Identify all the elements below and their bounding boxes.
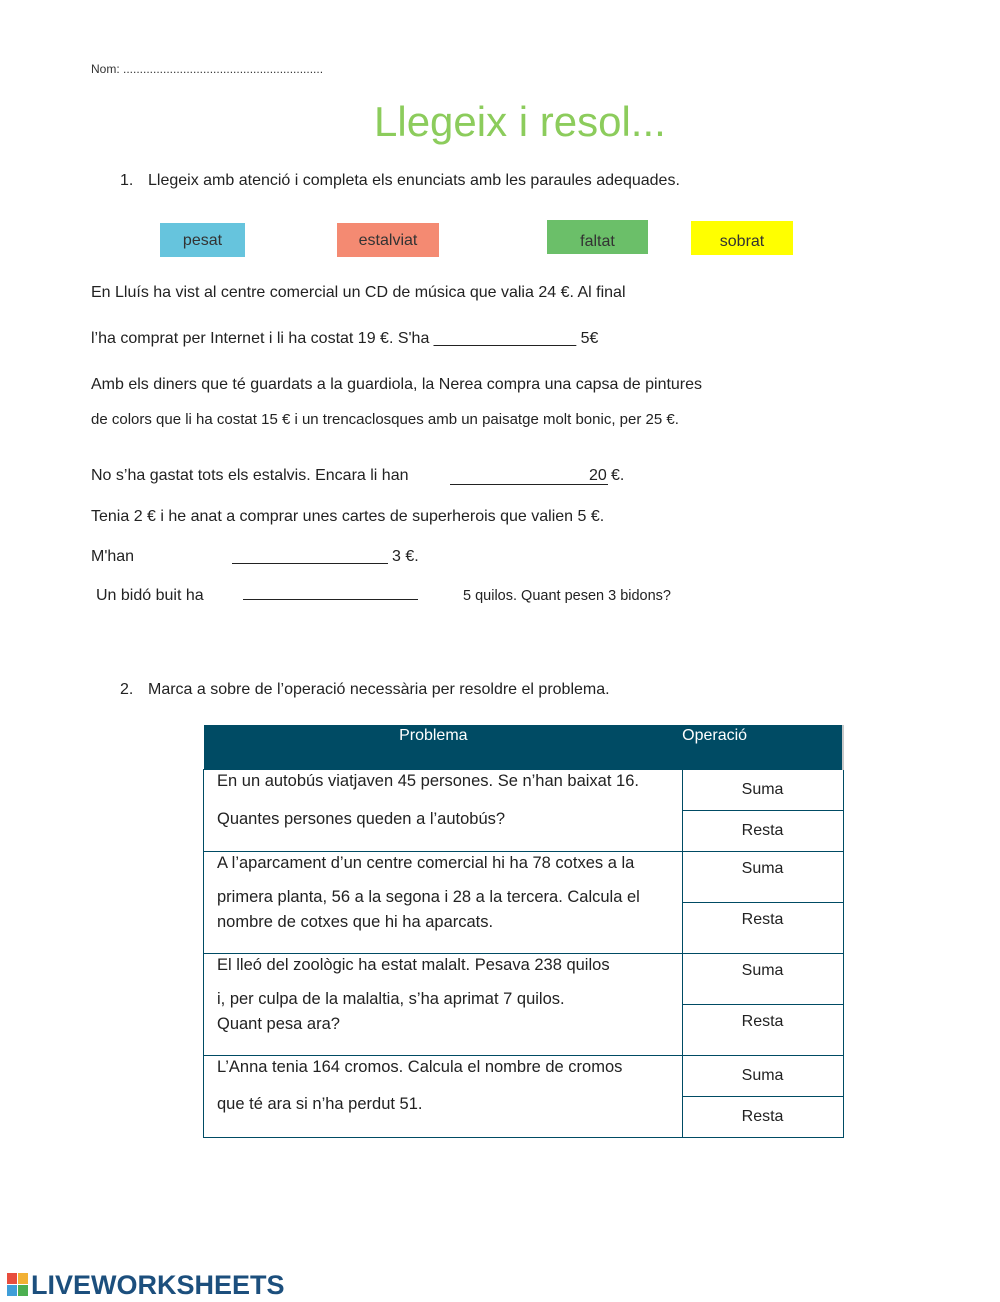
problem-1-line-1: En un autobús viatjaven 45 persones. Se n’han baixat 16. [217,772,639,790]
option-resta[interactable] [682,1005,843,1056]
option-label: Resta [741,822,784,839]
table-row [204,954,844,1005]
question-2-number: 2. [120,681,134,698]
problem-2-line-3: nombre de cotxes que hi ha aparcats. [217,913,494,931]
name-line: Nom: ............................................................ [91,62,324,76]
blank-3[interactable] [450,484,608,485]
option-resta[interactable] [682,903,843,954]
word-tile-estalviat[interactable]: estalviat [337,223,439,257]
option-suma[interactable] [682,770,843,811]
problem-2 [204,852,683,954]
question-1-number: 1. [120,172,134,189]
blank-6[interactable] [243,599,418,600]
option-label: Suma [741,781,784,798]
sentence-2b: de colors que li ha costat 15 € i un trencaclosques amb un paisatge molt bonic, per 25 €. [91,411,679,428]
sentence-1a: En Lluís ha vist al centre comercial un CD de música que valia 24 €. Al final [91,284,626,301]
operations-table [203,725,844,1138]
problem-1-line-2: Quantes persones queden a l’autobús? [217,810,506,828]
sentence-1b: l’ha comprat per Internet i li ha costat 19 €. S'ha ________________ 5€ [91,330,599,347]
problem-1 [204,770,683,852]
word-tile-pesat[interactable]: pesat [160,223,245,257]
problem-3-line-1: El lleó del zoològic ha estat malalt. Pesava 238 quilos [217,956,610,974]
option-suma[interactable] [682,1056,843,1097]
table-row [204,852,844,903]
page-title: Llegeix i resol... [374,98,666,145]
table-row [204,770,844,811]
liveworksheets-logo[interactable] [7,1270,285,1301]
sentence-2a: Amb els diners que té guardats a la guardiola, la Nerea compra una capsa de pintures [91,376,703,393]
problem-2-line-1: A l’aparcament d’un centre comercial hi ha 78 cotxes a la [217,854,635,872]
option-label: Suma [741,860,784,877]
liveworksheets-badge-icon [7,1273,29,1297]
problem-3-line-3: Quant pesa ara? [217,1015,340,1033]
option-label: Suma [741,1067,784,1084]
sentence-3-text: No s’ha gastat tots els estalvis. Encara li han [91,467,409,484]
brand-name: LIVEWORKSHEETS [31,1270,285,1300]
sentence-5-amount: 3 €. [392,548,419,565]
question-1 [120,172,680,190]
question-2-instruction: Marca a sobre de l’operació necessària per resoldre el problema. [148,681,610,698]
option-label: Resta [741,1108,784,1125]
problem-4-line-1: L’Anna tenia 164 cromos. Calcula el nombre de cromos [217,1058,623,1076]
sentence-6-question: 5 quilos. Quant pesen 3 bidons? [463,588,671,604]
option-label: Resta [741,911,784,928]
problem-3-line-2: i, per culpa de la malaltia, s’ha aprimat 7 quilos. [217,990,565,1008]
table-header-row [204,725,844,770]
sentence-3-currency: €. [611,467,625,484]
problem-3 [204,954,683,1056]
option-resta[interactable] [682,1097,843,1138]
problem-2-line-2: primera planta, 56 a la segona i 28 a la tercera. Calcula el [217,888,640,906]
option-suma[interactable] [682,852,843,903]
sentence-4: Tenia 2 € i he anat a comprar unes cartes de superherois que valien 5 €. [91,508,605,525]
blank-5[interactable] [232,563,388,564]
problem-4 [204,1056,683,1138]
header-problema: Problema [204,725,683,770]
option-suma[interactable] [682,954,843,1005]
question-1-instruction: Llegeix amb atenció i completa els enunciats amb les paraules adequades. [148,172,680,189]
option-resta[interactable] [682,811,843,852]
question-2 [120,681,610,699]
sentence-3-amount: 20 [589,467,607,484]
sentence-6-text: Un bidó buit ha [96,587,204,604]
option-label: Suma [741,962,784,979]
table-row [204,1056,844,1097]
header-operacio: Operació [682,725,843,770]
problem-4-line-2: que té ara si n’ha perdut 51. [217,1095,423,1113]
option-label: Resta [741,1013,784,1030]
word-tile-sobrat[interactable]: sobrat [691,221,793,255]
word-tile-faltat[interactable]: faltat [547,220,648,254]
sentence-5-text: M'han [91,548,135,565]
